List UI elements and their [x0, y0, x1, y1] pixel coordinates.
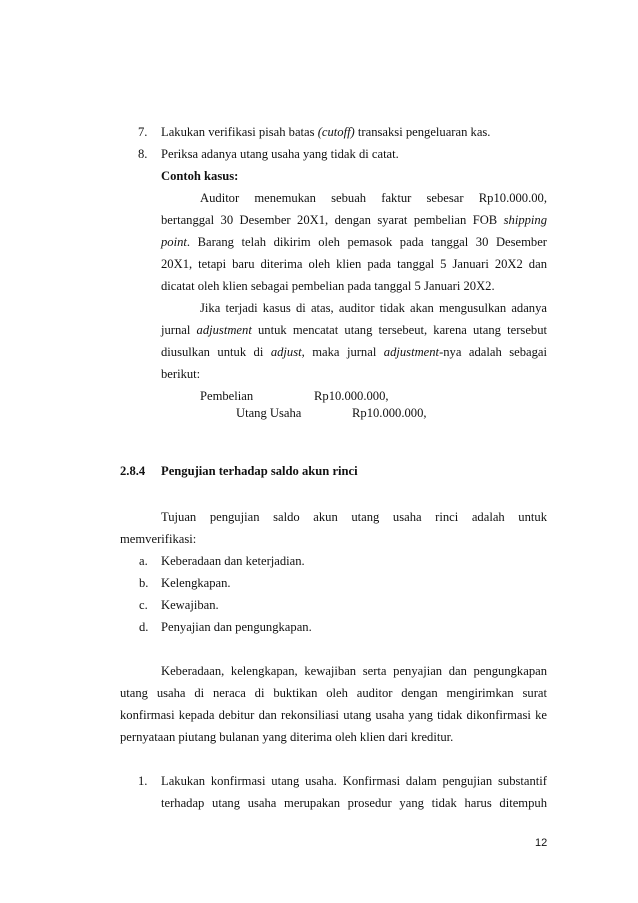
list-item-8: Periksa adanya utang usaha yang tidak di catat.	[161, 147, 399, 161]
journal-debit-amount: Rp10.000.000,	[314, 389, 389, 403]
para2-line4: pernyataan piutang bulanan yang diterima oleh klien dari kreditur.	[120, 730, 454, 744]
journal-credit-amount: Rp10.000.000,	[352, 406, 427, 420]
section-title: Pengujian terhadap saldo akun rinci	[161, 464, 358, 478]
intro-line2: memverifikasi:	[120, 532, 197, 546]
para2-line3: konfirmasi kepada debitur dan rekonsiliasi utang usaha yang tidak dikonfirmasi ke	[120, 708, 547, 722]
example-p2-line4: berikut:	[161, 367, 201, 381]
list-number-8: 8.	[138, 147, 148, 161]
example-p1-line4: 20X1, tetapi baru diterima oleh klien pada tanggal 5 Januari 20X2 dan	[161, 257, 547, 271]
example-p2-line3: diusulkan untuk di adjust, maka jurnal adjustment-nya adalah sebagai	[161, 345, 547, 359]
example-p1-line1: Auditor menemukan sebuah faktur sebesar Rp10.000.00,	[200, 191, 547, 205]
example-p1-line2: bertanggal 30 Desember 20X1, dengan syarat pembelian FOB shipping	[161, 213, 548, 227]
example-p2-line1: Jika terjadi kasus di atas, auditor tidak akan mengusulkan adanya	[200, 301, 547, 315]
list-letter-d: d.	[139, 620, 149, 634]
journal-debit-account: Pembelian	[200, 389, 254, 403]
journal-credit-account: Utang Usaha	[236, 406, 302, 420]
list-item-c: Kewajiban.	[161, 598, 219, 612]
list-letter-b: b.	[139, 576, 149, 590]
page-number: 12	[535, 837, 548, 849]
para2-line2: utang usaha di neraca di buktikan oleh auditor dengan mengirimkan surat	[120, 686, 547, 700]
list-item-7: Lakukan verifikasi pisah batas (cutoff) transaksi pengeluaran kas.	[161, 125, 491, 139]
para2-line1: Keberadaan, kelengkapan, kewajiban serta penyajian dan pengungkapan	[161, 664, 547, 678]
list-letter-c: c.	[139, 598, 148, 612]
example-p1-line3: point. Barang telah dikirim oleh pemasok pada tanggal 30 Desember	[161, 235, 547, 249]
list-item-1-line2: terhadap utang usaha merupakan prosedur yang tidak harus ditempuh	[161, 796, 547, 810]
example-p1-line5: dicatat oleh klien sebagai pembelian pada tanggal 5 Januari 20X2.	[161, 279, 495, 293]
example-heading: Contoh kasus:	[161, 169, 239, 183]
list-item-a: Keberadaan dan keterjadian.	[161, 554, 305, 568]
list-letter-a: a.	[139, 554, 148, 568]
list-number-1: 1.	[138, 774, 148, 788]
example-p2-line2: jurnal adjustment untuk mencatat utang tersebeut, karena utang tersebut	[161, 323, 547, 337]
list-item-d: Penyajian dan pengungkapan.	[161, 620, 312, 634]
intro-line1: Tujuan pengujian saldo akun utang usaha rinci adalah untuk	[161, 510, 547, 524]
list-number-7: 7.	[138, 125, 148, 139]
section-number: 2.8.4	[120, 464, 146, 478]
list-item-b: Kelengkapan.	[161, 576, 231, 590]
list-item-1-line1: Lakukan konfirmasi utang usaha. Konfirmasi dalam pengujian substantif	[161, 774, 547, 788]
